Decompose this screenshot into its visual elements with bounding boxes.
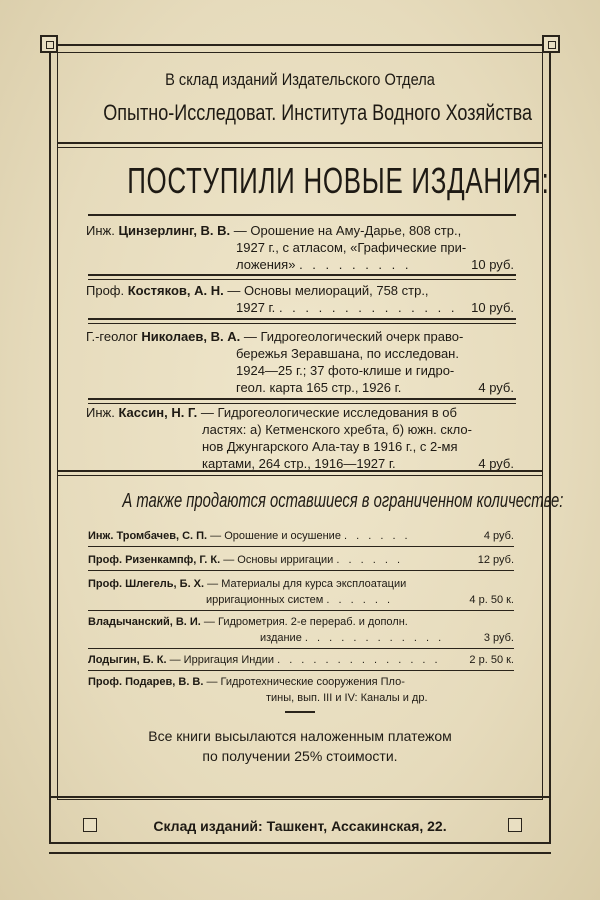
divider bbox=[88, 274, 516, 280]
book-text: — Ирригация Индии bbox=[169, 654, 275, 666]
book-text: картами, 264 стр., 1916—1927 г. bbox=[202, 456, 396, 471]
new-book-entry bbox=[86, 328, 516, 396]
book-text: 1927 г., с атласом, «Графические при- bbox=[236, 240, 467, 255]
author-prefix: Г.-геолог bbox=[86, 329, 138, 344]
book-price: 4 руб. bbox=[483, 530, 514, 542]
book-text: — Орошение на Аму-Дарье, 808 стр., bbox=[233, 223, 462, 238]
book-text: 1924—25 г.; 37 фото-клише и гидро- bbox=[236, 363, 455, 378]
book-text: — Основы ирригации bbox=[223, 554, 334, 566]
page-title: ПОСТУПИЛИ НОВЫЕ ИЗДАНИЯ: bbox=[127, 160, 550, 201]
footer-note bbox=[70, 726, 530, 766]
book-price: 10 руб. bbox=[471, 257, 514, 272]
corner-ornament bbox=[542, 35, 560, 53]
leader-dots: . . . . . . . . . bbox=[299, 257, 412, 272]
divider bbox=[57, 142, 543, 148]
author-name: Лодыгин, Б. К. bbox=[88, 654, 167, 666]
remaining-book-item bbox=[88, 576, 514, 608]
remaining-book-item bbox=[88, 614, 514, 646]
remaining-book-item bbox=[88, 674, 514, 706]
book-text: тины, вып. III и IV: Каналы и др. bbox=[266, 692, 428, 704]
book-text: — Гидрогеологический очерк право- bbox=[243, 329, 464, 344]
footer-note-line: по получении 25% стоимости. bbox=[202, 748, 398, 764]
leader-dots: . . . . . . bbox=[336, 554, 404, 566]
header-line-2: Опытно-Исследоват. Института Водного Хозяйства bbox=[103, 100, 533, 125]
book-price: 12 руб. bbox=[477, 554, 514, 566]
book-text: — Основы мелиораций, 758 стр., bbox=[227, 283, 429, 298]
book-price: 2 р. 50 к. bbox=[469, 654, 514, 666]
divider bbox=[88, 610, 514, 611]
header-line-1: В склад изданий Издательского Отдела bbox=[165, 70, 435, 89]
divider bbox=[285, 711, 315, 713]
book-price: 3 руб. bbox=[483, 632, 514, 644]
divider bbox=[88, 214, 516, 216]
leader-dots: . . . . . . bbox=[344, 530, 411, 542]
book-text: — Гидротехнические сооружения Пло- bbox=[206, 676, 405, 688]
divider bbox=[88, 318, 516, 324]
author-name: Кассин, Н. Г. bbox=[118, 405, 198, 420]
remaining-book-item bbox=[88, 552, 514, 568]
book-text: ирригационных систем bbox=[206, 594, 324, 606]
divider bbox=[57, 470, 543, 476]
book-price: 4 руб. bbox=[478, 380, 514, 395]
author-name: Владычанский, В. И. bbox=[88, 616, 201, 628]
new-book-entry bbox=[86, 404, 516, 472]
divider bbox=[88, 670, 514, 671]
book-text: ложения» bbox=[236, 257, 296, 272]
author-prefix: Проф. bbox=[86, 283, 125, 298]
warehouse-address: Склад изданий: Ташкент, Ассакинская, 22. bbox=[153, 818, 447, 834]
leader-dots: . . . . . . . . . . . . . . bbox=[277, 654, 441, 666]
book-text: 1927 г. bbox=[236, 300, 276, 315]
leader-dots: . . . . . . bbox=[326, 594, 394, 606]
author-name: Костяков, А. Н. bbox=[127, 283, 224, 298]
remaining-book-item bbox=[88, 652, 514, 668]
book-text: геол. карта 165 стр., 1926 г. bbox=[236, 380, 402, 395]
book-price: 10 руб. bbox=[471, 300, 514, 315]
author-prefix: Инж. bbox=[86, 223, 115, 238]
book-text: нов Джунгарского Ала-тау в 1916 г., с 2-мя bbox=[202, 439, 458, 454]
new-book-entry bbox=[86, 222, 516, 273]
book-text: — Орошение и осушение bbox=[210, 530, 341, 542]
book-text: — Гидрогеологические исследования в об bbox=[200, 405, 457, 420]
author-name: Проф. Подарев, В. В. bbox=[88, 676, 204, 688]
book-text: ластях: а) Кетменского хребта, б) южн. скло- bbox=[202, 422, 472, 437]
divider bbox=[88, 546, 514, 547]
leader-dots: . . . . . . . . . . . . . . bbox=[278, 300, 458, 315]
book-text: издание bbox=[260, 632, 302, 644]
corner-ornament bbox=[40, 35, 58, 53]
remaining-book-item bbox=[88, 528, 514, 544]
author-name: Проф. Ризенкампф, Г. К. bbox=[88, 554, 221, 566]
divider bbox=[88, 570, 514, 571]
divider bbox=[88, 648, 514, 649]
book-text: — Материалы для курса эксплоатации bbox=[207, 578, 407, 590]
book-text: бережья Зеравшана, по исследован. bbox=[236, 346, 459, 361]
author-prefix: Инж. bbox=[86, 405, 115, 420]
author-name: Николаев, В. А. bbox=[141, 329, 241, 344]
leader-dots: . . . . . . . . . . . . bbox=[304, 632, 445, 644]
author-name: Цинзерлинг, В. В. bbox=[118, 223, 231, 238]
footer-note-line: Все книги высылаются наложенным платежом bbox=[148, 728, 452, 744]
section-subtitle: А также продаются оставшиеся в ограниченном количестве: bbox=[122, 490, 564, 512]
new-book-entry bbox=[86, 282, 516, 316]
book-text: — Гидрометрия. 2-е перераб. и дополн. bbox=[203, 616, 408, 628]
book-price: 4 р. 50 к. bbox=[469, 594, 514, 606]
author-name: Инж. Тромбачев, С. П. bbox=[88, 530, 208, 542]
book-price: 4 руб. bbox=[478, 456, 514, 471]
author-name: Проф. Шлегель, Б. Х. bbox=[88, 578, 205, 590]
